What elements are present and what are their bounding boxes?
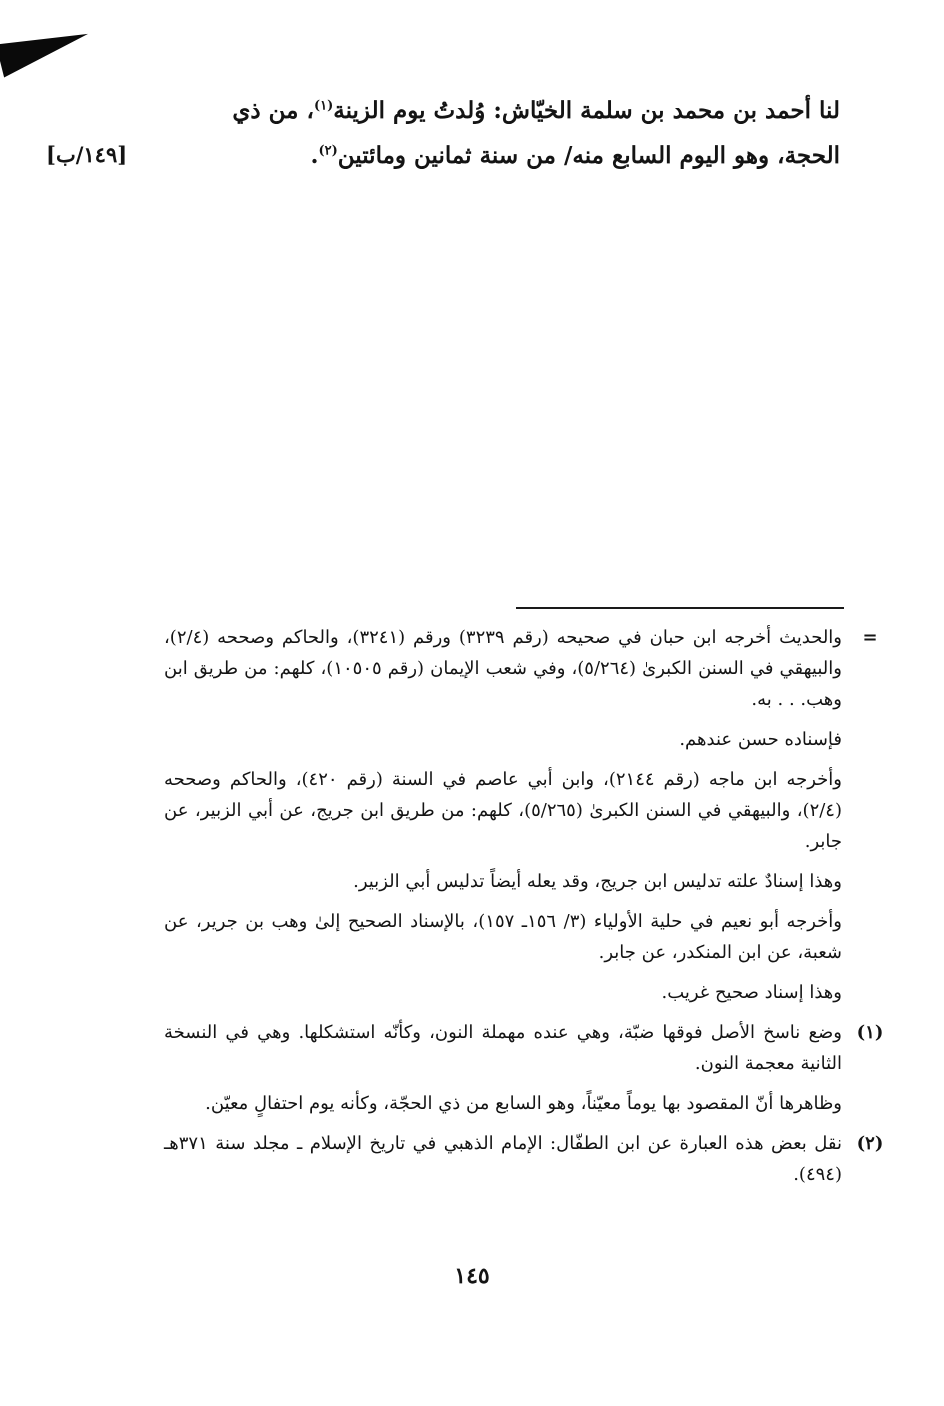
footnote-paragraph: نقل بعض هذه العبارة عن ابن الطفّال: الإمام الذهبي في تاريخ الإسلام ـ مجلد سنة ٣٧١هـ (٤٩٤).: [164, 1133, 842, 1185]
footnote-1-part: [164, 1088, 842, 1119]
footnote-continuation-part: [164, 866, 842, 897]
footnote-continuation-part: [164, 906, 842, 968]
scan-corner-mark: [0, 22, 93, 77]
manuscript-folio-reference: [١٤٩/ب]: [46, 142, 128, 167]
footnote-1: [164, 1017, 884, 1079]
footnote-2: [164, 1128, 884, 1190]
footnote-continuation-part: [164, 724, 842, 755]
footnote-paragraph: والحديث أخرجه ابن حبان في صحيحه (رقم ٣٢٣٩) ورقم (٣٢٤١)، والحاكم وصححه (٢/٤)، والبيهقي في السنن الكبرىٰ (٥/٢٦٤)، وفي شعب الإيمان (رقم ١٠٥٠٥)، كلهم: من طريق ابن وهب. . . به.: [164, 627, 842, 710]
footnote-paragraph: وأخرجه أبو نعيم في حلية الأولياء (٣/ ١٥٦ـ ١٥٧)، بالإسناد الصحيح إلىٰ وهب بن جرير، عن شعبة، عن ابن المنكدر، عن جابر.: [164, 911, 842, 963]
main-text-segment: لنا أحمد بن محمد بن سلمة الخيّاش: وُلدتُ يوم الزينة: [333, 97, 840, 124]
footnote-paragraph: وظاهرها أنّ المقصود بها يوماً معيّناً، وهو السابع من ذي الحجّة، وكأنه يوم احتفالٍ معيّن.: [205, 1093, 842, 1114]
main-text-line-2: [100, 133, 840, 178]
footnote-2-marker: (٢): [856, 1133, 884, 1154]
continuation-marker: =: [862, 627, 878, 648]
main-text-line-1: [100, 88, 840, 133]
footnote-paragraph: وأخرجه ابن ماجه (رقم ٢١٤٤)، وابن أبي عاصم في السنة (رقم ٤٢٠)، والحاكم وصححه (٢/٤)، والبيهقي في السنن الكبرىٰ (٥/٢٦٥)، كلهم: من طريق ابن جريج، عن أبي الزبير، عن جابر.: [164, 769, 842, 852]
footnote-continuation-part: [164, 977, 842, 1008]
footnote-paragraph: فإسناده حسن عندهم.: [679, 729, 842, 750]
main-text-segment: الحجة، وهو اليوم السابع منه/ من سنة ثمانين ومائتين: [337, 142, 840, 169]
footnote-paragraph: وهذا إسنادٌ علته تدليس ابن جريج، وقد يعله أيضاً تدليس أبي الزبير.: [353, 871, 842, 892]
main-text-segment: .: [310, 142, 319, 169]
footnotes-section: [164, 622, 884, 1199]
footnote-separator: [516, 607, 844, 609]
footnote-ref-1[interactable]: (١): [313, 98, 334, 114]
footnote-ref-2[interactable]: (٢): [318, 143, 338, 159]
footnote-paragraph: وهذا إسناد صحيح غريب.: [661, 982, 842, 1003]
main-text-body: [100, 88, 840, 178]
page-number: ١٤٥: [454, 1263, 490, 1289]
main-text-segment: ، من ذي: [232, 97, 314, 124]
footnote-paragraph: وضع ناسخ الأصل فوقها ضبّة، وهي عنده مهملة النون، وكأنّه استشكلها. وهي في النسخة الثانية معجمة النون.: [164, 1022, 842, 1074]
footnote-1-marker: (١): [856, 1022, 884, 1043]
footnote-continuation: [164, 622, 878, 715]
footnote-continuation-part: [164, 764, 842, 857]
